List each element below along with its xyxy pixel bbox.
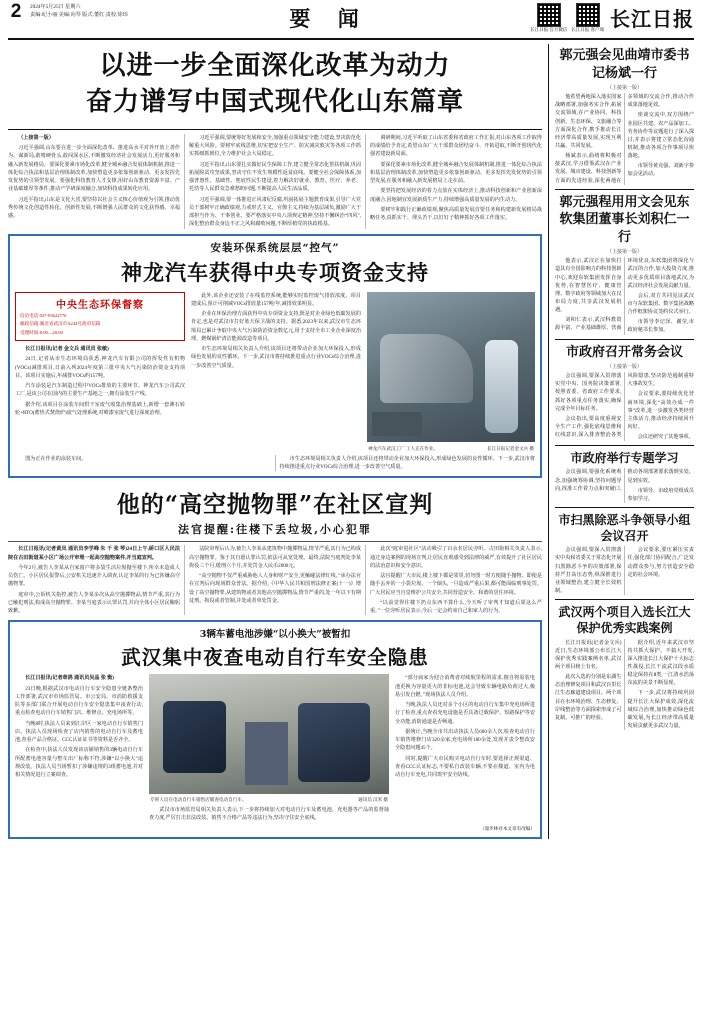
sidebar-article-4	[555, 450, 694, 503]
page-number: 2	[10, 1, 22, 22]
mid-headline: 他的“高空抛物罪”在社区宣判	[116, 491, 434, 519]
sidebar-article-6	[555, 604, 694, 730]
stamp-line: 受理时间:8:00—20:00	[20, 330, 63, 336]
newspaper-logo: 长江日报	[610, 7, 694, 32]
masthead-meta	[30, 2, 128, 20]
dateline: 长江日报讯(记者章鸽 通讯员吴晶 张 衡)	[25, 675, 114, 682]
paragraph: 习近平指出,山东要扎实做好民生保障工作,建立健全常态化帮扶机制,巩固拓展脱贫攻坚成果,坚决守住不发生规模性返贫底线。要健全社会保障体系,加强普惠性、基础性、兜底性民生建设,着力解决好就业、教育、医疗、养老、托幼等人民群众急难愁盼问题,不断提高人民生活品质。	[189, 161, 361, 193]
paragraph: “部分商家为迎合消费者对续航里程的需求,擅自将原装电池更换为容量更大的非标电池,这会导致车辆电路负荷过大,极易引发自燃。”现场执法人员介绍。	[395, 675, 535, 698]
paragraph: 会议强调,要深入贯彻落实中央和省委关于常态化开展扫黑除恶斗争的决策部署,保持严打高压态势,纵深推进行业领域整治,建立健全长效机制。	[555, 547, 622, 595]
masthead-editors: 责编:纪小丽 美编:向琴 版式:董红 责校:徐玮	[30, 11, 128, 18]
paragraph	[8, 134, 180, 142]
qr-wechat-caption: 长江日报 官方微信	[530, 27, 568, 32]
sidebar-byline: （上接第一版）	[606, 86, 642, 92]
feature-text-column	[15, 292, 185, 452]
feature2-photo-block	[149, 674, 389, 824]
feature2-photo	[149, 674, 389, 794]
divider	[555, 445, 694, 446]
paragraph: 要深化要素市场化改革,健全城乡融合发展体制机制,推进一体化综合执法和基层治理体制改革,加快塑造更多依靠创新驱动、更多发挥先发优势的引领型发展,在服务和融入新发展格局上走在前。	[370, 161, 542, 184]
dateline: 长江日报讯(记者黄凤 通讯员李学峰 朱 千 张 琴)24日上午,硚口区人民法院在古田街道某小区广场公开审理一起高空抛物案件,并当庭宣判。	[8, 546, 180, 561]
sidebar-headline: 市扫黑除恶斗争领导小组会议召开	[558, 512, 691, 544]
lead-article-body	[8, 134, 542, 229]
feature2-text-column-2	[395, 674, 535, 824]
masthead-center	[134, 2, 524, 33]
section-title: 要 闻	[289, 6, 369, 31]
paragraph: 据统计,当晚全市共出动执法人员600余人次,检查电动自行车销售维修门店320余家,充电场所180余处,发现并责令整改安全隐患问题45个。	[395, 728, 535, 752]
paragraph: 此次入选的分别是东湖生态治理修复项目和武汉百里长江生态廊道建设项目。两个项目在水环境治理、生态修复、岸线整治等方面探索形成了可复制、可推广的经验。	[555, 674, 622, 721]
sidebar-article-2	[555, 194, 694, 335]
feature-article-shenlong	[8, 234, 542, 479]
paragraph: 会议要求,要持续优化营商环境,深化“高效办成一件事”改革,进一步激发各类经营主体活力,推动经济持续回升向好。	[627, 391, 694, 430]
paragraph: 市生态环境局相关负责人介绍,该项目还将带动企业加大环保投入,形成绿色发展的良性循环。下一步,武汉市将持续推进重点行业VOCs综合治理,进一步改善空气质量。	[279, 455, 535, 471]
paragraph	[8, 545, 180, 562]
paragraph: 23日晚,根据武汉市电动自行车安全隐患全链条整治工作部署,武汉市市场监管局、市公安局、市消防救援支队等多部门联合开展电动自行车安全隐患集中夜查行动,重点检查电动自行车销售门店、维修点、充电场所等。	[15, 685, 143, 717]
sidebar-article-5	[555, 512, 694, 595]
paragraph: 法院审理后认为,被告人李某从建筑物中抛掷物品,情节严重,其行为已构成高空抛物罪。鉴于其自愿认罪认罚,依法可从宽处理。最终,法院当庭判处李某拘役三个月,缓刑六个月,并处罚金人民币2000元。	[189, 546, 361, 569]
paragraph: 市领导李记泽、谢莹,市政府秘书长参加。	[627, 319, 694, 334]
divider	[8, 129, 542, 130]
paragraph: 习近平强调,山东要在进一步全面深化改革、推进高水平对外开放上善作为、谋新局,敢啃硬骨头,敢闯深水区,不断激发经济社会发展活力,更好服务和融入新发展格局。要深化要素市场化改革,健全城乡融合发展体制机制,推进一体化综合执法和基层治理体制改革,加快塑造更多依靠创新驱动、更多发挥先发优势的引领型发展。要强化科技教育人才支撑,用好山东教育资源丰富、产业基础雄厚等条件,推动产学研深度融合,加快科技成果转化应用。	[8, 145, 180, 193]
paragraph: 当晚8时,执法人员来到江岸区一家电动自行车销售门店。执法人员现场检查了店内销售的电动自行车及蓄电池,查看产品合格证、CCC认证证书等资料是否齐全。	[15, 720, 143, 744]
paragraph: 长江日报讯(记者金文兵)近日,生态环境部公布长江大保护优秀实践案例名单,武汉两个项目榜上有名。	[555, 639, 622, 670]
sidebar-byline: （上接第一版）	[606, 250, 642, 256]
photo-caption-text: 专班人员在电动自行车销售店铺查电动自行车。	[150, 797, 247, 803]
qr-app[interactable]	[571, 3, 604, 33]
paragraph: 刘积仁表示,武汉科教资源丰富、产业基础雄厚、营商环境优良,东软集团将深化与武汉的合作,加大投资力度,推动更多优质项目落地武汉,为武汉经济社会发展贡献力量。	[555, 258, 694, 332]
paragraph: “以前觉得往楼下扔点东西不算什么,今天听了审判才知道后果这么严重。”一位旁听居民表示,今后一定会约束自己和家人的行为。	[370, 599, 542, 615]
paragraph: 会议还研究了其他事项。	[637, 434, 694, 441]
paragraph: 习近平强调,要一体推进正风肃纪反腐,巩固拓展主题教育成果,引导广大党员干部树牢正确政绩观,力戒形式主义、官僚主义,持续为基层减负,激励广大干部担当作为、干事创业。要严格落实中央八项规定精神,坚持不懈纠治“四风”,深化整治群众身边不正之风和腐败问题,不断厚植党的执政根基。	[189, 196, 361, 228]
stamp-title: 中央生态环保督察	[56, 299, 144, 311]
sidebar-headline: 郭元强会见曲靖市委书记杨斌一行	[559, 48, 690, 81]
sidebar-column	[548, 44, 694, 839]
paragraph: 习近平强调,要统筹好发展和安全,加强重点领域安全能力建设,坚决防范化解重大风险。要树牢底线思维,切实把安全生产、防灾减灾救灾等各项工作抓实抓细抓到位,全力维护社会大局稳定。	[189, 134, 361, 158]
paragraph: 会议指出,要高度重视安全生产工作,强化底线思维和红线意识,深入排查整治各类风险隐患,坚决防范遏制重特大事故发生。	[555, 373, 694, 439]
photo-credit: 通讯员 汉米 摄	[358, 797, 388, 803]
paragraph: 会议强调,要强化系统观念,加强统筹协调,坚持问题导向,找准工作着力点和突破口,推动各项部署要求落到实处、见到实效。	[555, 469, 694, 492]
feature-headline: 神龙汽车获得中央专项资金支持	[121, 259, 429, 285]
paragraph: 法官提醒广大市民,楼上楼下都是邻里,切勿图一时方便随手抛物。即使是随手丢弃的一小袋垃圾、一个烟头,一旦造成严重后果,都可能面临刑事处罚。广大居民应当自觉维护公共安全,共同营造安全、和谐的居住环境。	[370, 573, 542, 596]
feature2-text-column	[15, 674, 143, 824]
paragraph: 今年2月,被告人李某从自家窗户将多袋生活垃圾抛至楼下,所幸未造成人员伤亡。小区居民报警后,公安机关迅速介入调查,认定李某的行为已涉嫌高空抛物罪。	[8, 564, 180, 588]
feature-kicker: 安装环保系统层层“控气”	[210, 241, 340, 254]
paragraph: 武汉市市场监管局相关负责人表示,下一步将持续加大对电动自行车及蓄电池、充电器等产品的监督抽查力度,严厉打击非法改装、销售不合格产品等违法行为,坚决守住安全底线。	[149, 806, 389, 822]
mid-subhead: 法官提醒:往楼下丢垃圾,小心犯罪	[178, 523, 372, 537]
photo-credit: 长江日报记者金文兵 摄	[486, 445, 534, 451]
paragraph: 据介绍,近年来武汉市坚持共抓大保护、不搞大开发,深入推进长江大保护十大标志性战役,长江干流武汉段水质稳定保持在Ⅱ类,一江清水浩荡东流的美景不断显现。	[627, 639, 694, 687]
main-column	[8, 44, 542, 839]
dateline: （上接第一版）	[18, 134, 54, 141]
qr-code-icon	[537, 3, 561, 27]
paragraph: 当晚,执法人员还对多个小区的电动自行车集中充电场所进行了检查,重点查看充电设施是否具备过载保护、短路保护等安全功能,消防通道是否畅通。	[395, 702, 535, 725]
paragraph: 市生态环境局相关负责人介绍,该项目还将带动企业加大环保投入,形成绿色发展的良性循环。下一步,武汉市将持续推进重点行业VOCs综合治理,进一步改善空气质量。	[191, 346, 361, 369]
divider	[555, 599, 694, 600]
paragraph: 会后,双方共同见证武汉市与东软集团、数字集团战略合作框架协议签约仪式举行。	[627, 292, 694, 316]
divider	[555, 507, 694, 508]
paragraph: 要树牢和践行正确政绩观,聚焦高质量发展首要任务和构建新发展格局战略任务,真抓实干、埋头苦干,以钉钉子精神抓好各项工作落实。	[370, 206, 542, 221]
stamp-line: 信访电话:027-83622776	[20, 312, 67, 318]
qr-code-icon	[576, 3, 600, 27]
stamp-line: 邮政信箱:湖北省武汉市A244号政府信箱	[20, 321, 101, 327]
photo-caption	[149, 796, 389, 803]
paragraph: 24日,记者从市生态环境局获悉,神龙汽车有限公司的挥发性有机物(VOCs)减排项目,日前入列2024年度第三批中央大气污染防治资金支持项目。该项目实施后,年减排VOCs约157吨。	[15, 356, 185, 379]
feature-bottom-text	[15, 455, 535, 472]
sidebar-headline: 武汉两个项目入选长江大保护优秀实践案例	[558, 605, 691, 636]
paragraph: 此次“庭审进社区”活动吸引了百余名居民旁听。古田街相关负责人表示,通过身边案例的现场宣判,让居民直观感受到法律的威严,有效提升了社区居民的法治意识和安全意识。	[370, 546, 542, 569]
divider	[8, 541, 542, 542]
feature-article-ebike	[8, 620, 542, 839]
paragraph: 习近平指出,山东是文化大省,要坚持以社会主义核心价值观为引领,推动优秀传统文化创造性转化、创新性发展,不断增强人民群众的文化获得感、幸福感。	[8, 196, 180, 219]
dateline: 长江日报讯(记者 金文兵 通讯员 张敏)	[25, 346, 109, 353]
lead-headline-line2: 奋力谱写中国式现代化山东篇章	[85, 86, 464, 117]
divider	[555, 339, 694, 340]
paragraph: 据介绍,该项目在涂装车间烘干室废气收集治理基础上,新增一套沸石转轮+RTO(蓄热式焚烧炉)废气处理系统,对喷漆室废气进行深度治理。	[15, 401, 185, 416]
sidebar-byline: （上接第一版）	[606, 365, 642, 371]
feature-text-column-2	[191, 292, 361, 452]
lead-headline	[8, 44, 542, 127]
paragraph: 庭审中,公诉机关指控,被告人李某多次从高空抛掷物品,情节严重,其行为已触犯刑法,构成高空抛物罪。李某当庭表示认罪认罚,并向全体小区居民鞠躬致歉。	[8, 591, 180, 615]
paragraph: 企业在环保治理方面获得中央专项资金支持,既是对企业绿色低碳发展的肯定,也是对武汉市打好蓝天保卫战的支持。据悉,2023年以来,武汉市生态环境局已累计争取中央大气污染防治资金数亿元,用于支持全市工业企业深度治理、燃煤锅炉清洁能源改造等项目。	[191, 311, 361, 342]
paragraph: 下一步,武汉将持续巩固提升长江大保护成效,深化流域综合治理,加快推动绿色低碳发展,为长江经济带高质量发展贡献更多武汉力量。	[627, 690, 694, 729]
paragraph	[15, 345, 185, 353]
masthead-right	[530, 2, 694, 33]
paragraph: 会议强调,要深入贯彻落实党中央、国务院决策部署,按照省委、省政府工作要求,抓好各项重点任务落实,确保完成全年目标任务。	[555, 373, 622, 412]
sidebar-headline: 郭元强程用用文会见东软集团董事长刘积仁一行	[559, 194, 690, 245]
sidebar-headline: 市政府召开常务会议	[565, 344, 683, 360]
feature2-headline: 武汉集中夜查电动自行车安全隐患	[121, 646, 429, 670]
lead-headline-line1: 以进一步全面深化改革为动力	[99, 51, 451, 81]
feature2-kicker: 3辆车蓄电池涉嫌“以小换大”被暂扣	[199, 629, 351, 641]
mid-article-body	[8, 545, 542, 615]
paragraph: 会议要求,要压紧压实责任,强化部门协同配合,广泛发动群众参与,努力营造安全稳定的社会环境。	[627, 547, 694, 578]
sidebar-article-1	[555, 47, 694, 185]
sidebar-headline: 市政府举行专题学习	[570, 451, 679, 466]
paragraph: 要坚持把发展经济的着力点放在实体经济上,推动科技创新和产业创新深度融合,因地制宜发展新质生产力,持续增强高质量发展的内生动力。	[370, 188, 542, 203]
paragraph: 他表示,武汉正在加快打造具有全国影响力的科技创新中心,欢迎东软集团发挥自身优势,在智慧医疗、健康管理、数字政府等领域加大在汉布局力度,共享武汉发展机遇。	[555, 258, 622, 314]
paragraph: 杨斌表示,曲靖将积极对接武汉,学习借鉴武汉在产业发展、城市建设、科技创新等方面的先进经验,深化两地在多领域的交流合作,推动合作成果落地见效。	[555, 94, 694, 184]
photo-caption	[367, 445, 535, 452]
paragraph: 他希望两地深入落实国家战略部署,加强务实合作,拓展交流领域,在产业协同、科技创新、生态环保、文旅融合等方面深化合作,携手推动长江经济带高质量发展,实现互利共赢、共同发展。	[555, 94, 622, 149]
paragraph: 市领导黄克强、刘新宇参加会见活动。	[627, 163, 694, 178]
paragraph: 汽车涂装是汽车制造过程中VOCs排放的主要环节。神龙汽车公司武汉工厂,是该公司在国内的主要生产基地之一,拥有涂装生产线。	[15, 383, 185, 398]
feature-photo	[367, 292, 535, 442]
paragraph: 同时,提醒广大市民购买电动自行车时,要选择正规渠道、查看CCC认证标志,不要私自改装车辆,不要在楼道、室内为电动自行车充电,共同筑牢安全防线。	[395, 755, 535, 779]
page-body	[8, 40, 694, 839]
paragraph: 座谈交流中,双方围绕产业园区共建、农产品深加工、劳务协作等议题进行了深入探讨,并表示将建立常态化沟通机制,推动各项合作事项尽快落地。	[627, 112, 694, 160]
qr-wechat[interactable]	[530, 3, 567, 33]
feature-photo-stack	[367, 292, 535, 452]
paragraph	[15, 674, 143, 682]
paragraph: 此外,该企业还安装了在线监控系统,能够实时监控废气排放浓度。项目建成后,预计可削减VOCs排放量157吨/年,减排效果明显。	[191, 292, 361, 307]
paragraph: 市领导、市政府党组成员参加学习。	[627, 487, 694, 502]
footer-note: （漫步林对本文章有改编）	[479, 826, 535, 832]
paragraph: 调研期间,习近平听取了山东省委和省政府工作汇报,对山东各项工作取得的成绩给予肯定,希望山东广大干部群众团结奋斗、开拓进取,不断开创现代化强省建设新局面。	[370, 134, 542, 158]
photo-caption-text: 神龙汽车武汉工厂 工人正在作业。	[368, 445, 439, 451]
divider	[555, 189, 694, 190]
paragraph: 在检查中,执法人员发现该店铺销售的3辆电动自行车所配蓄电池容量与整车出厂标称不符,涉嫌“以小换大”违规改装。执法人员当场暂扣了涉嫌违规的3组蓄电池,并对相关情况进行立案调查。	[15, 747, 143, 779]
sidebar-article-3	[555, 344, 694, 442]
paragraph: 图为正在作业的涂装车间。	[25, 455, 87, 462]
qr-app-caption: 长江日报 客户端	[571, 27, 604, 32]
masthead	[8, 0, 694, 40]
masthead-date: 2024年5月25日 星期六	[30, 4, 81, 10]
hotline-stamp	[15, 292, 185, 342]
paragraph: “高空抛物不仅严重威胁他人人身和财产安全,更触碰法律红线。”承办法官在宣判后向现场群众普法。据介绍,《中华人民共和国刑法修正案(十一)》增设了高空抛物罪,从建筑物或者其他高空抛掷物品,情节严重的,处一年以下有期徒刑、拘役或者管制,并处或者单处罚金。	[189, 573, 361, 604]
